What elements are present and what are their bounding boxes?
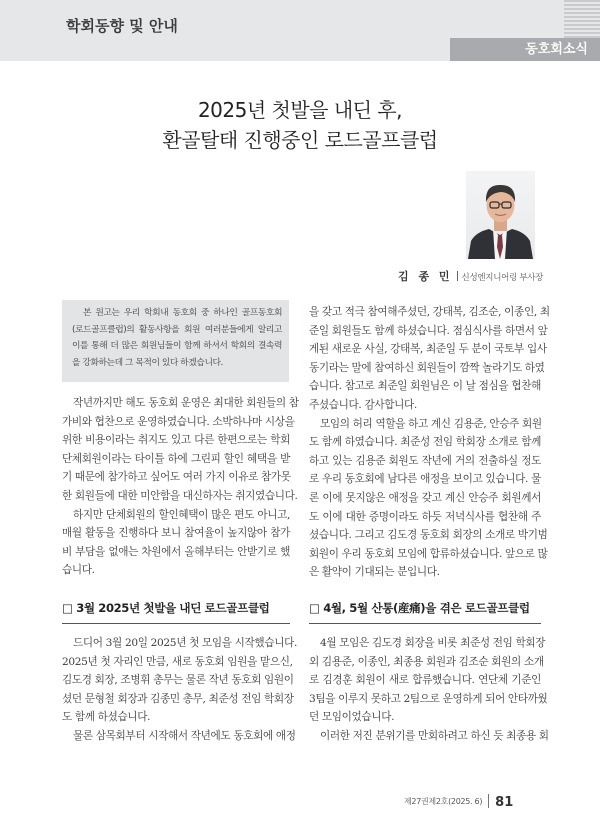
right-column-text xyxy=(309,303,550,582)
body-line: 2025년 첫 자리인 만큼, 새로 동호회 임원을 맡으신, xyxy=(62,655,293,668)
body-line: 도 이에 대한 증명이라도 하듯 저녁식사를 협찬해 주 xyxy=(309,510,541,523)
section-label: 학회동향 및 안내 xyxy=(66,17,178,35)
body-line: 셨습니다. 그리고 김도경 동호회 회장의 소개로 박기범 xyxy=(309,529,548,542)
body-line: 드디어 3월 20일 2025년 첫 모임을 시작했습니다. xyxy=(73,637,297,649)
left-column-text xyxy=(62,394,299,580)
body-line: 준일 회원들도 함께 하셨습니다. 점심식사를 하면서 앞 xyxy=(309,324,548,337)
body-line: 습니다. xyxy=(62,564,95,577)
body-line: 물론 삼목회부터 시작해서 작년에도 동호회에 애정 xyxy=(73,729,296,742)
body-line: 로 김경훈 회원이 새로 합류했습니다. 연단체 기준인 xyxy=(309,674,541,687)
author-divider xyxy=(457,271,458,281)
body-line: 작년까지만 해도 동호회 운영은 최대한 회원들의 참 xyxy=(73,397,299,409)
article-title-line1: 2025년 첫발을 내딘 후, xyxy=(197,98,403,122)
body-line: 한 회원들에 대한 미안함을 대신하자는 취지였습니다. xyxy=(62,489,298,502)
summary-text xyxy=(72,305,282,371)
body-line: 하고 있는 김용준 회원도 작년에 거의 전출하실 정도 xyxy=(309,454,541,467)
body-line: 김도경 회장, 조병휘 총무는 물론 작년 동호회 임원이 xyxy=(62,674,294,687)
section2-text xyxy=(309,634,549,746)
body-line: 외 김용준, 이종인, 최종용 회원과 김조순 회원의 소개 xyxy=(309,655,544,668)
summary-line: (로드골프클럽)의 활동사항을 회원 여러분들에게 알리고 xyxy=(72,324,282,335)
section1-text xyxy=(62,634,297,746)
author-name: 김 종 민 xyxy=(398,270,453,283)
body-line: 비 부담을 없애는 차원에서 올해부터는 안받기로 했 xyxy=(62,545,290,558)
author-photo xyxy=(466,171,535,259)
body-line: 단체회원이라는 타이틀 하에 그린피 할인 혜택을 받 xyxy=(62,452,290,465)
body-line: 위한 비용이라는 취지도 있고 다른 한편으로는 학회 xyxy=(62,434,290,447)
body-line: 습니다. 참고로 최준일 회원님은 이 날 점심을 협찬해 xyxy=(309,380,541,393)
body-line: 동기라는 말에 참여하신 회원들이 깜짝 놀라기도 하였 xyxy=(309,361,545,374)
body-line: 회원이 우리 동호회 모임에 합류하셨습니다. 앞으로 많 xyxy=(309,547,548,560)
section2-rule xyxy=(309,623,541,624)
body-line: 게된 새로운 사실, 강태복, 최준일 두 분이 국토부 입사 xyxy=(309,343,547,356)
section1-rule xyxy=(62,623,290,624)
body-line: 던 모임이었습니다. xyxy=(309,711,395,724)
body-line: 로 우리 동호회에 남다른 애정을 보이고 있습니다. 물 xyxy=(309,473,541,486)
body-line: 은 활약이 기대되는 분입니다. xyxy=(309,566,440,579)
body-line: 매월 활동을 진행하다 보니 참여율이 높지않아 참가 xyxy=(62,527,290,540)
body-line: 3팀을 이루지 못하고 2팀으로 운영하게 되어 안타까웠 xyxy=(309,692,548,705)
body-line: 4월 모임은 김도경 회장을 비롯 최준성 전임 학회장 xyxy=(320,637,546,649)
body-line: 모임의 허리 역할을 하고 계신 김용준, 안승주 회원 xyxy=(320,417,542,430)
article-title-line2: 환골탈태 진행중인 로드골프클럽 xyxy=(162,128,438,152)
body-line: 셨던 문형철 회장과 김종민 총무, 최준성 전임 학회장 xyxy=(62,692,294,705)
summary-line: 본 원고는 우리 학회내 동호회 중 하나인 골프동호회 xyxy=(83,308,282,318)
body-line: 론 이에 못지않은 애정을 갖고 계신 안승주 회원께서 xyxy=(309,491,541,504)
author-role: 신성엔지니어링 부사장 xyxy=(461,273,544,283)
page-number: 81 xyxy=(495,795,514,810)
footer-divider xyxy=(488,794,489,808)
section2-heading: □ 4월, 5월 산통(産痛)을 겪은 로드골프클럽 xyxy=(309,601,530,615)
summary-line: 을 강화하는데 그 목적이 있다 하겠습니다. xyxy=(72,357,223,368)
summary-line: 이를 통해 더 많은 회원님들이 함께 하셔서 학회의 결속력 xyxy=(72,341,282,351)
body-line: 이러한 저진 분위기를 만회하려고 하신 듯 최종용 회 xyxy=(320,729,549,742)
page-footer xyxy=(404,791,546,809)
body-line: 가비와 협찬으로 운영하였습니다. 소박하나마 시상을 xyxy=(62,415,295,428)
news-tab: 동호회소식 xyxy=(450,38,600,61)
body-line: 을 갖고 적극 참여해주셨던, 강태복, 김조순, 이종인, 최 xyxy=(309,306,550,318)
body-line: 도 함께 하셨습니다. xyxy=(62,711,151,724)
author-byline xyxy=(398,268,544,283)
header-pattern xyxy=(564,0,600,38)
body-line: 도 함께 하였습니다. 최준성 전임 학회장 소개로 함께 xyxy=(309,436,541,449)
body-line: 하지만 단체회원의 할인혜택이 많은 편도 아니고, xyxy=(73,508,290,521)
section1-heading: □ 3월 2025년 첫발을 내딘 로드골프클럽 xyxy=(62,601,270,615)
body-line: 주셨습니다. 감사합니다. xyxy=(309,398,417,411)
issue-info: 제27권제2호(2025. 6) xyxy=(404,797,483,806)
body-line: 기 때문에 참가하고 싶어도 여러 가지 이유로 참가못 xyxy=(62,471,291,484)
